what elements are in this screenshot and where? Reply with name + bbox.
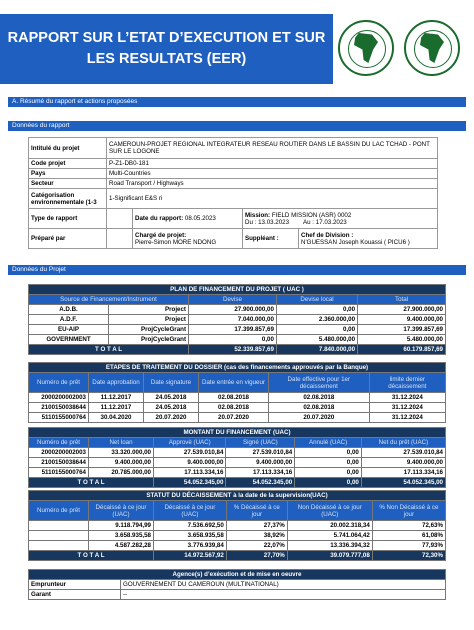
report-title [0,14,333,84]
statut-col-pret: Numéro de prêt [29,501,89,521]
montant-col-net-loan: Net loan [89,438,154,448]
etapes-col-pret: Numéro de prêt [29,373,89,393]
plan-col-total: Total [358,295,446,305]
montant-table [28,427,446,488]
suppleant-label: Suppléant : [243,229,299,249]
plan-title: PLAN DE FINANCEMENT DU PROJET ( UAC ) [29,285,446,295]
au-value: 17.03.2023 [315,218,347,226]
etapes-col-limite: limite dernier décaissement [369,373,445,393]
charge-label: Chargé de projet: [135,231,187,239]
categorie-value: 1-Significant E&S ri [107,189,438,209]
intitule-label: Intitulé du projet [29,138,107,159]
table-row: 2000200002003 33.320.000,00 27.539.010,84 27.539.010,84 0,00 27.539.010,84 [29,448,446,458]
donnees-projet-bar: Données du Projet [8,265,466,275]
table-row: EU-AIP ProjCycleGrant 17.399.857,69 0,00 17.399.857,69 [29,325,446,335]
mission-value: FIELD MISSION (ASR) 0002 [271,211,352,219]
type-label: Type de rapport [29,209,107,229]
agences-title: Agence(s) d’exécution et de mise en oeuvre [29,570,446,580]
plan-col-source: Source de Financement/Instrument [29,295,189,305]
pays-value: Multi-Countries [107,169,438,179]
table-row: 5110155000764 20.785.000,00 17.113.334,16 17.113.334,16 0,00 17.113.334,16 [29,468,446,478]
table-row [29,580,446,590]
table-row: A.D.B. Project 27.900.000,00 0,00 27.900.000,00 [29,305,446,315]
montant-col-annule: Annulé (UAC) [295,438,362,448]
garant-label: Garant [29,590,121,600]
emprunteur-value: GOUVERNEMENT DU CAMEROUN (MULTINATIONAL) [121,580,446,590]
table-row: 5110155000764 30.04.2020 20.07.2020 20.07.2020 20.07.2020 31.12.2024 [29,413,446,423]
montant-col-approve: Approvè (UAC) [154,438,226,448]
etapes-col-vigueur: Date entrée en vigueur [199,373,269,393]
statut-col-decaisse-1: Décaissé à ce jour (UAC) [89,501,154,521]
etapes-table [28,362,446,423]
report-info-table [28,137,438,249]
table-row [29,590,446,600]
table-row: GOVERNMENT ProjCycleGrant 0,00 5.480.000,00 5.480.000,00 [29,335,446,345]
date-value: 08.05.2023 [184,215,216,222]
categorie-label: Catégorisation environnementale (1-3 [29,189,107,209]
statut-title: STATUT DU DÉCAISSEMENT à la date de la supervision(UAC) [29,491,446,501]
etapes-col-signature: Date signature [144,373,199,393]
table-row: 2100150038644 9.400.000,00 9.400.000,00 9.400.000,00 0,00 9.400.000,00 [29,458,446,468]
statut-col-pct: % Décaissé à ce jour [226,501,287,521]
charge-value: Pierre-Simon MORE NDONG [135,238,217,246]
chef-value: N'GUESSAN Joseph Kouassi ( PICU6 ) [301,238,410,246]
montant-col-pret: Numéro de prêt [29,438,89,448]
table-row: 3.658.935,58 3.658.935,58 38,92% 5.741.064,42 61,08% [29,531,446,541]
statut-col-decaisse-2: Décaissé à ce jour (UAC) [154,501,227,521]
montant-col-signe: Signé (UAC) [226,438,295,448]
du-value: 13.03.2023 [258,218,290,226]
etapes-title: ETAPES DE TRAITEMENT DU DOSSIER (cas des financements approuvés par la Banque) [29,363,446,373]
date-label: Date du rapport: [135,215,184,222]
intitule-value: CAMEROUN-PROJET REGIONAL INTEGRATEUR RESEAU ROUTIER DANS LE BASSIN DU LAC TCHAD - PONT SUR LE LOGONE [107,138,438,159]
plan-col-devise-local: Devise local [276,295,357,305]
afdb-logo-left [338,20,394,76]
montant-col-net: Net du prêt (UAC) [361,438,445,448]
table-row: 4.587.282,28 3.776.939,84 22,07% 13.336.394,32 77,93% [29,541,446,551]
secteur-label: Secteur [29,179,107,189]
table-row: A.D.F. Project 7.040.000,00 2.360.000,00 9.400.000,00 [29,315,446,325]
title-line-1: RAPPORT SUR L’ETAT D’EXECUTION ET SUR [7,30,326,46]
statut-table [28,490,446,561]
plan-col-devise: Devise [189,295,277,305]
total-row: T O T A L 14.972.567,92 27,70% 39.079.777,08 72,30% [29,551,446,561]
mission-label: Mission: [245,211,271,219]
montant-title: MONTANT DU FINANCEMENT (UAC) [29,428,446,438]
du-label: Du : [245,218,257,226]
statut-col-non-decaisse: Non Décaissé à ce jour (UAC) [287,501,372,521]
statut-col-pct-non: % Non Décaissé à ce jour [372,501,445,521]
chef-label: Chef de Division : [301,231,354,239]
total-row: T O T A L 52.339.857,69 7.840.000,00 60.179.857,69 [29,345,446,355]
emprunteur-label: Emprunteur [29,580,121,590]
au-label: Au : [303,218,315,226]
etapes-col-approbation: Date approbation [89,373,144,393]
prepare-label: Préparé par [29,229,107,249]
total-row: T O T A L 54.052.345,00 54.052.345,00 0,00 54.052.345,00 [29,478,446,488]
garant-value: -- [121,590,446,600]
afdb-logo-right [404,20,460,76]
table-row: 9.118.794,99 7.536.692,50 27,37% 20.002.318,34 72,63% [29,521,446,531]
secteur-value: Road Transport / Highways [107,179,438,189]
table-row: 2100150038644 11.12.2017 24.05.2018 02.08.2018 02.08.2018 31.12.2024 [29,403,446,413]
table-row: 2000200002003 11.12.2017 24.05.2018 02.08.2018 02.08.2018 31.12.2024 [29,393,446,403]
agences-table [28,569,446,600]
section-a-bar: A. Résumé du rapport et actions proposées [8,97,466,107]
plan-financement-table [28,284,446,355]
code-label: Code projet [29,159,107,169]
title-line-2: LES RESULTATS (EER) [86,51,247,67]
donnees-rapport-bar: Données du rapport [8,121,466,131]
pays-label: Pays [29,169,107,179]
etapes-col-decaissement: Date effective pour 1er décaissement [269,373,370,393]
code-value: P-Z1-DB0-181 [107,159,438,169]
